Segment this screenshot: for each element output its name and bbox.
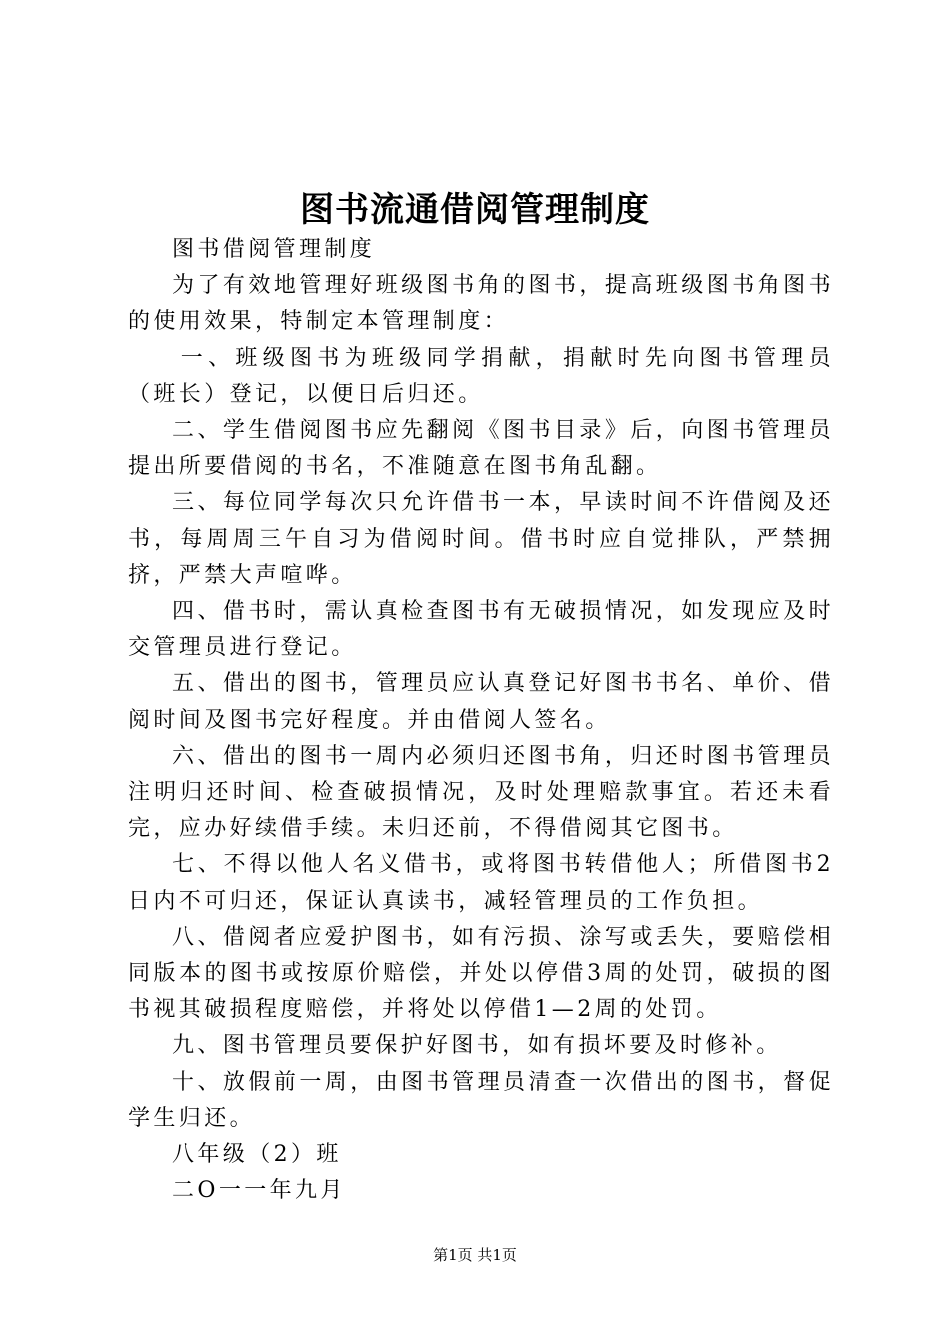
subtitle-paragraph: 图书借阅管理制度 (172, 237, 376, 262)
rule-9-paragraph: 九、图书管理员要保护好图书，如有损坏要及时修补。 (172, 1033, 782, 1059)
rule-2-paragraph: 二、学生借阅图书应先翻阅《图书目录》后，向图书管理员提出所要借阅的书名，不准随意在图书角乱翻。 (128, 418, 834, 480)
rule-4-paragraph: 四、借书时，需认真检查图书有无破损情况，如发现应及时交管理员进行登记。 (128, 599, 834, 661)
document-body (128, 232, 834, 1209)
document-title: 图书流通借阅管理制度 (300, 190, 650, 230)
intro-paragraph: 为了有效地管理好班级图书角的图书，提高班级图书角图书的使用效果，特制定本管理制度： (128, 273, 834, 335)
class-signature: 八年级（2）班 (172, 1142, 342, 1168)
rule-10-paragraph: 十、放假前一周，由图书管理员清查一次借出的图书，督促学生归还。 (128, 1069, 834, 1131)
rule-1-paragraph: 一、班级图书为班级同学捐献，捐献时先向图书管理员（班长）登记，以便日后归还。 (128, 345, 834, 407)
rule-6-paragraph: 六、借出的图书一周内必须归还图书角，归还时图书管理员注明归还时间、检查破损情况，及时处理赔款事宜。若还未看完，应办好续借手续。未归还前，不得借阅其它图书。 (128, 743, 834, 842)
rule-3-paragraph: 三、每位同学每次只允许借书一本，早读时间不许借阅及还书，每周周三午自习为借阅时间。借书时应自觉排队，严禁拥挤，严禁大声喧哗。 (128, 490, 834, 588)
rule-5-paragraph: 五、借出的图书，管理员应认真登记好图书书名、单价、借阅时间及图书完好程度。并由借阅人签名。 (128, 671, 834, 733)
rule-7-paragraph: 七、不得以他人名义借书，或将图书转借他人；所借图书2日内不可归还，保证认真读书，减轻管理员的工作负担。 (128, 852, 834, 914)
date-signature: 二O一一年九月 (172, 1178, 346, 1204)
rule-8-paragraph: 八、借阅者应爱护图书，如有污损、涂写或丢失，要赔偿相同版本的图书或按原价赔偿，并处以停借3周的处罚，破损的图书视其破损程度赔偿，并将处以停借1—2周的处罚。 (128, 924, 834, 1023)
page-number: 第1页 共1页 (433, 1246, 517, 1264)
